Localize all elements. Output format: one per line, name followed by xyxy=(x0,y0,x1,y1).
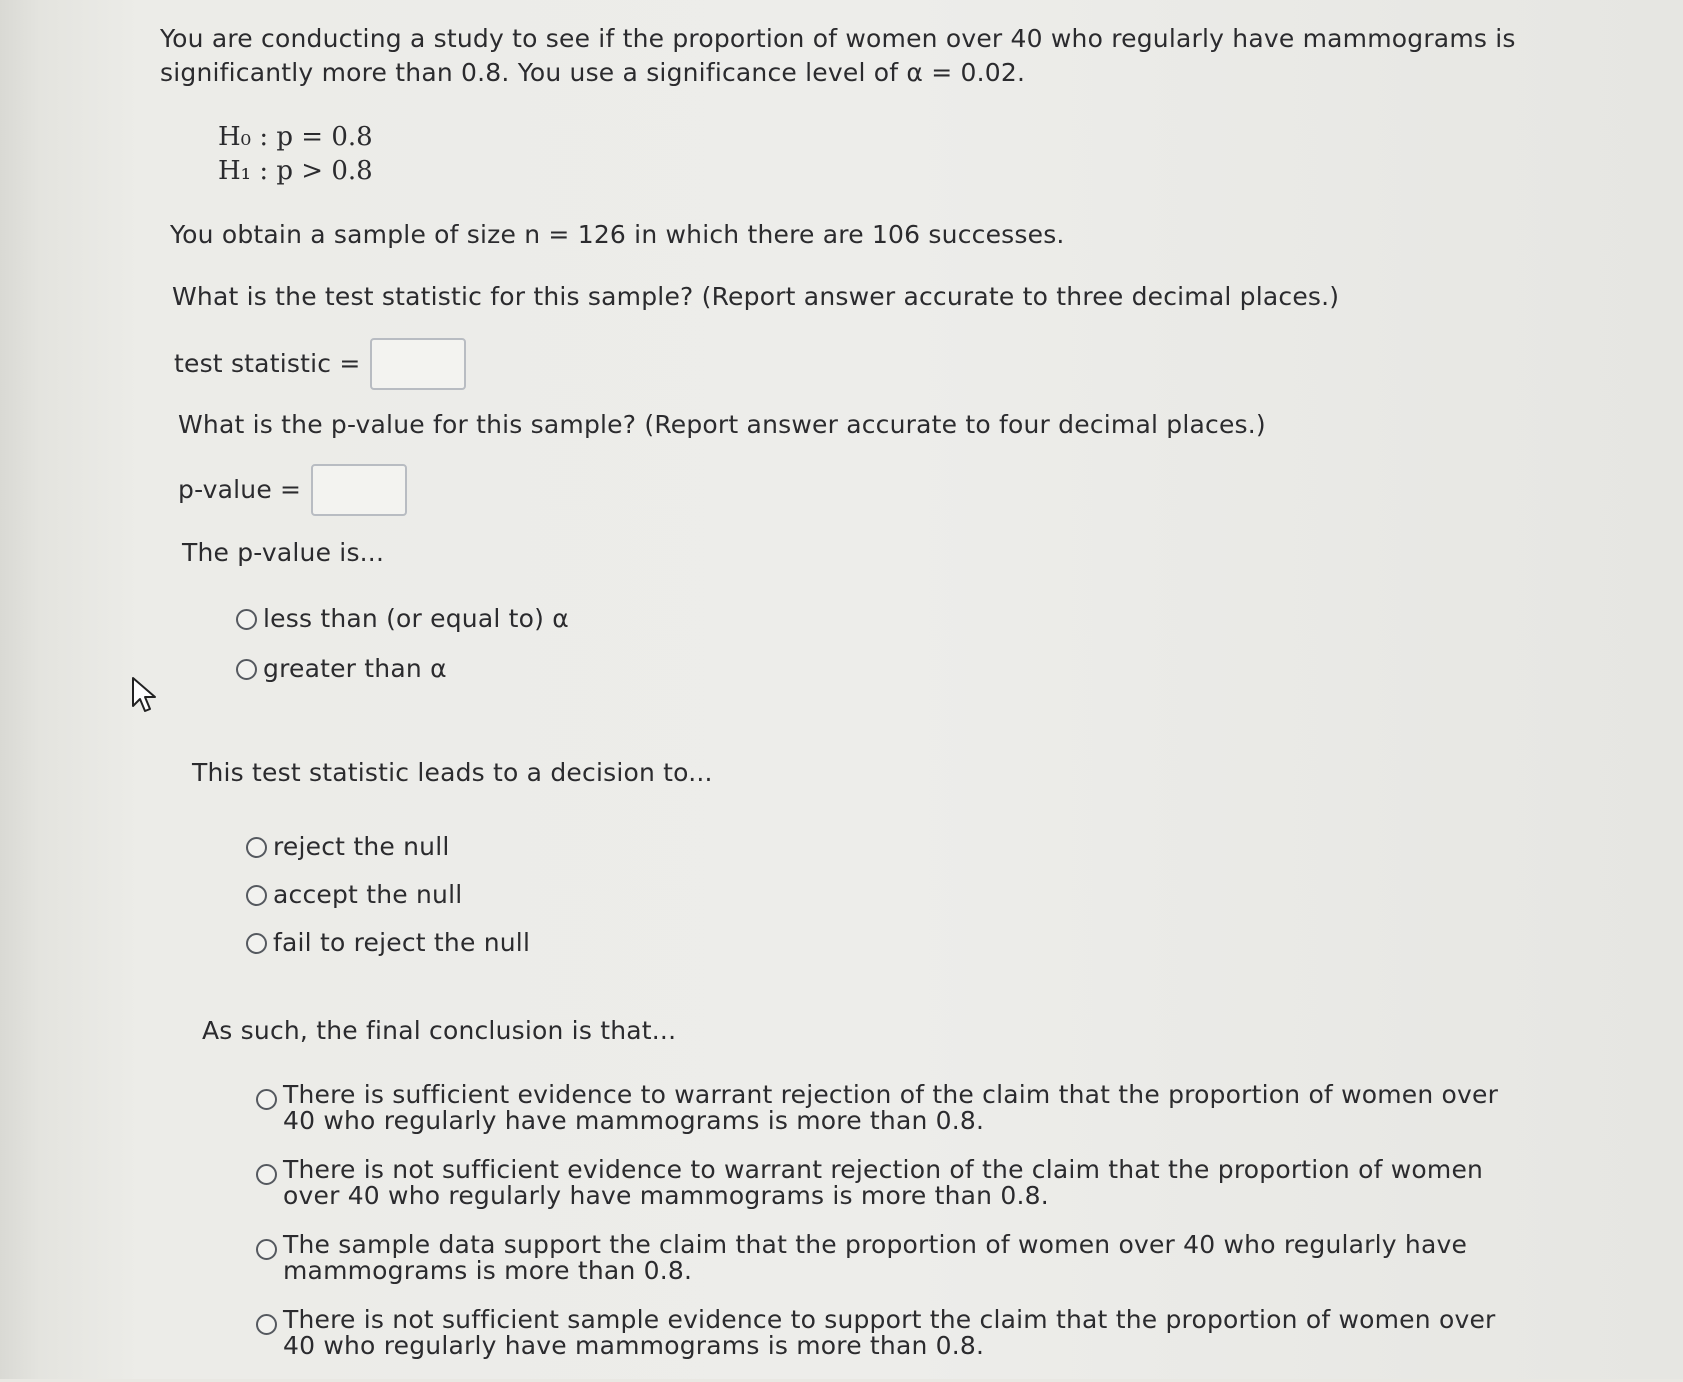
question-intro: You are conducting a study to see if the proportion of women over 40 who regularly have mammograms is significantly more than 0.8. You use a significance level of α = 0.02. xyxy=(160,24,1516,87)
radio-unchecked-icon[interactable] xyxy=(236,659,257,680)
option-label: reject the null xyxy=(273,832,450,861)
option-reject-null[interactable] xyxy=(246,830,530,864)
option-sufficient-evidence-reject-claim[interactable] xyxy=(256,1082,1516,1134)
test-statistic-question: What is the test statistic for this sample? (Report answer accurate to three decimal places.) xyxy=(172,282,1340,311)
test-statistic-label: test statistic = xyxy=(174,349,361,378)
radio-unchecked-icon[interactable] xyxy=(246,933,267,954)
option-label: greater than α xyxy=(263,654,447,683)
option-label: accept the null xyxy=(273,880,463,909)
p-value-comparison-prompt: The p-value is... xyxy=(182,538,385,567)
conclusion-prompt: As such, the final conclusion is that... xyxy=(202,1016,677,1045)
radio-unchecked-icon[interactable] xyxy=(256,1164,277,1185)
radio-unchecked-icon[interactable] xyxy=(256,1089,277,1110)
radio-unchecked-icon[interactable] xyxy=(246,885,267,906)
test-statistic-row xyxy=(174,338,466,390)
option-label: The sample data support the claim that the proportion of women over 40 who regularly have mammograms is more than 0.8. xyxy=(283,1230,1468,1285)
option-label: There is not sufficient evidence to warrant rejection of the claim that the proportion of women over 40 who regularly have mammograms is more than 0.8. xyxy=(283,1155,1484,1210)
option-fail-to-reject-null[interactable] xyxy=(246,926,530,960)
p-value-row xyxy=(178,464,407,516)
radio-unchecked-icon[interactable] xyxy=(246,837,267,858)
p-value-question: What is the p-value for this sample? (Report answer accurate to four decimal places.) xyxy=(178,410,1266,439)
decision-options xyxy=(246,830,530,974)
mouse-pointer-icon xyxy=(131,676,161,716)
test-statistic-input[interactable] xyxy=(370,338,466,390)
p-value-comparison-options xyxy=(236,602,569,702)
sample-description: You obtain a sample of size n = 126 in which there are 106 successes. xyxy=(170,220,1065,249)
conclusion-options xyxy=(256,1082,1516,1382)
alternative-hypothesis: H₁ : p > 0.8 xyxy=(218,156,373,186)
option-label: less than (or equal to) α xyxy=(263,604,569,633)
option-accept-null[interactable] xyxy=(246,878,530,912)
option-not-sufficient-evidence-reject-claim[interactable] xyxy=(256,1157,1516,1209)
p-value-input[interactable] xyxy=(311,464,407,516)
radio-unchecked-icon[interactable] xyxy=(256,1314,277,1335)
radio-unchecked-icon[interactable] xyxy=(256,1239,277,1260)
option-label: fail to reject the null xyxy=(273,928,531,957)
option-greater-than-alpha[interactable] xyxy=(236,652,569,686)
option-data-support-claim[interactable] xyxy=(256,1232,1516,1284)
p-value-label: p-value = xyxy=(178,475,302,504)
radio-unchecked-icon[interactable] xyxy=(236,609,257,630)
null-hypothesis: H₀ : p = 0.8 xyxy=(218,122,373,152)
option-label: There is sufficient evidence to warrant rejection of the claim that the proportion of women over 40 who regularly have mammograms is more than 0.8. xyxy=(283,1080,1499,1135)
option-label: There is not sufficient sample evidence to support the claim that the proportion of women over 40 who regularly have mammograms is more than 0.8. xyxy=(283,1305,1496,1360)
option-not-sufficient-evidence-support-claim[interactable] xyxy=(256,1307,1516,1359)
option-less-than-alpha[interactable] xyxy=(236,602,569,636)
hypotheses xyxy=(218,120,373,188)
decision-prompt: This test statistic leads to a decision to... xyxy=(192,758,713,787)
